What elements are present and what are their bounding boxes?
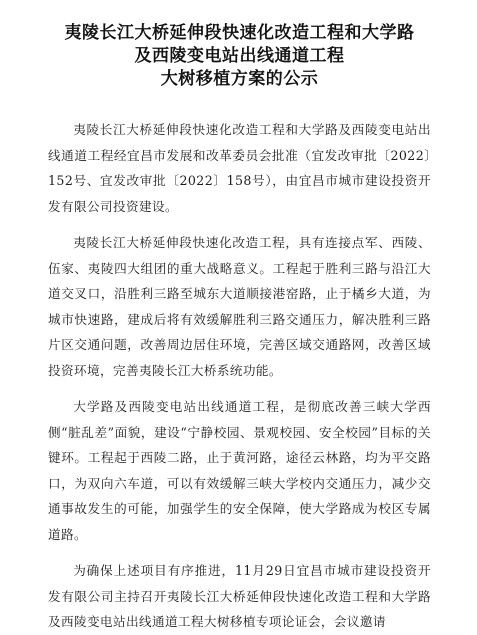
paragraph-approval: 夷陵长江大桥延伸段快速化改造工程和大学路及西陵变电站出线通道工程经宜昌市发展和改革委员会批准（宜发改审批〔2022〕152号、宜发改审批〔2022〕158号），由宜昌市城市建设投资开发有限公司投资建设。 xyxy=(48,122,431,214)
title-line-3: 大树移植方案的公示 xyxy=(160,69,319,89)
paragraph-bridge-extension: 夷陵长江大桥延伸段快速化改造工程，具有连接点军、西陵、伍家、夷陵四大组团的重大战略意义。工程起于胜利三路与沿江大道交叉口，沿胜利三路至城东大道顺接港窑路，止于橘乡大道，为城市快速路，建成后将有效缓解胜利三路交通压力，解决胜利三路片区交通问题，改善周边居住环境，完善区域交通路网，改善区域投资环境，完善夷陵长江大桥系统功能。 xyxy=(48,235,431,378)
title-line-1: 夷陵长江大桥延伸段快速化改造工程和大学路 xyxy=(64,23,415,43)
notice-title xyxy=(48,22,431,91)
paragraph-meeting: 为确保上述项目有序推进，11月29日宜昌市城市建设投资开发有限公司主持召开夷陵长江大桥延伸段快速化改造工程和大学路及西陵变电站出线通道工程大树移植专项论证会，会议邀请 xyxy=(48,563,431,629)
title-line-2: 及西陵变电站出线通道工程 xyxy=(134,46,345,66)
notice-body xyxy=(48,117,431,635)
paragraph-university-road: 大学路及西陵变电站出线通道工程，是彻底改善三峡大学西侧“脏乱差”面貌，建设“宁静校园、景观校园、安全校园”目标的关键环。工程起于西陵二路，止于黄河路，途径云林路，均为平交路口，为双向六车道，可以有效缓解三峡大学校内交通压力，减少交通事故发生的可能，加强学生的安全保障，使大学路成为校区专属道路。 xyxy=(48,399,431,542)
